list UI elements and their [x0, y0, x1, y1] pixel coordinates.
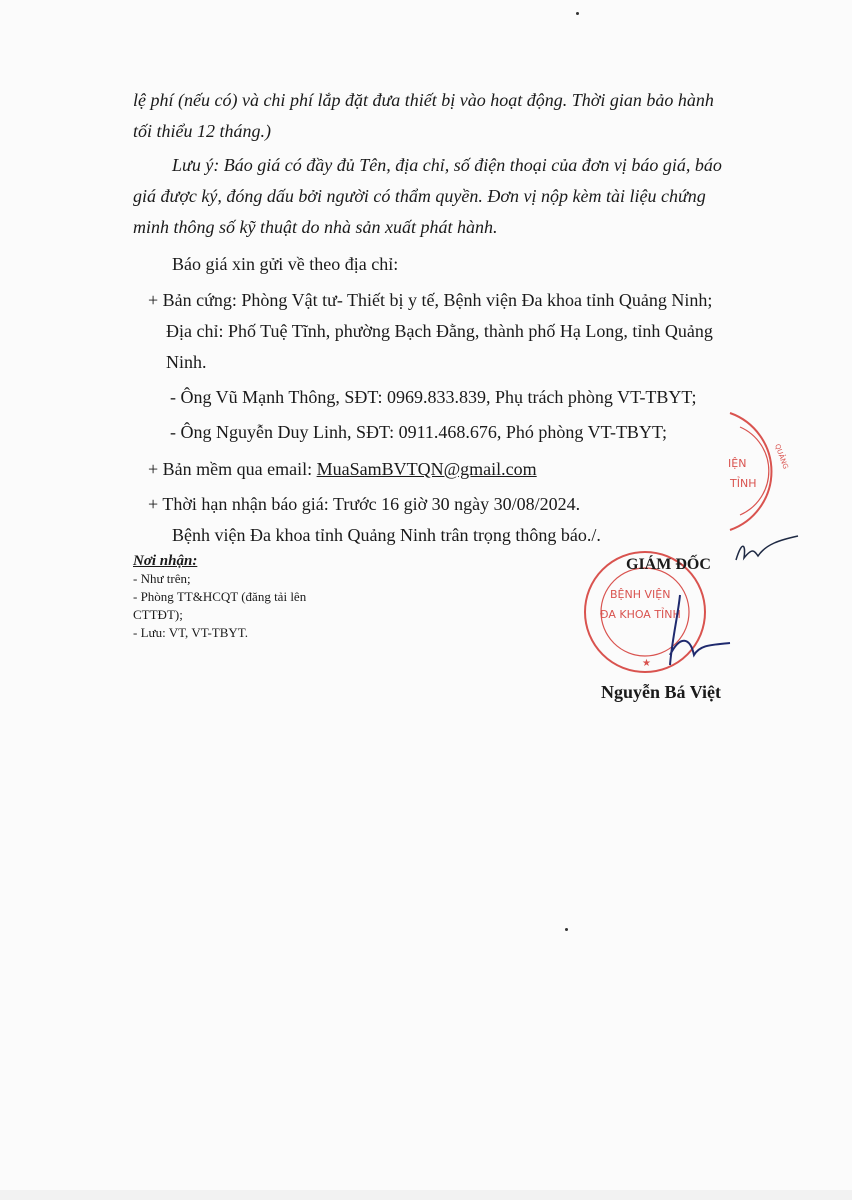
scan-bottom-edge: [0, 1190, 852, 1200]
scan-speck: [576, 12, 579, 15]
signature-initials: [732, 530, 802, 570]
stamp-line-2: ĐA KHOA TỈNH: [600, 608, 681, 621]
recipient-item: - Phòng TT&HCQT (đăng tải lên: [133, 589, 307, 604]
note-line-3: minh thông số kỹ thuật do nhà sản xuất phát hành.: [133, 217, 498, 237]
recipients-title: Nơi nhận:: [133, 553, 198, 569]
recipient-item: - Lưu: VT, VT-TBYT.: [133, 625, 249, 640]
contact-1: - Ông Vũ Mạnh Thông, SĐT: 0969.833.839, Phụ trách phòng VT-TBYT;: [170, 387, 697, 407]
recipient-item: - Như trên;: [133, 571, 191, 586]
signer-name: Nguyễn Bá Việt: [601, 682, 722, 702]
handwritten-signature: [650, 585, 740, 675]
note-line-2: giá được ký, đóng dấu bởi người có thẩm quyền. Đơn vị nộp kèm tài liệu chứng: [133, 186, 706, 206]
partial-stamp-seal: [700, 405, 800, 535]
scan-speck: [565, 928, 568, 931]
note-line-1: Lưu ý: Báo giá có đầy đủ Tên, địa chỉ, số điện thoại của đơn vị báo giá, báo: [172, 155, 722, 175]
deadline-line: + Thời hạn nhận báo giá: Trước 16 giờ 30 ngày 30/08/2024.: [148, 494, 581, 514]
contact-2: - Ông Nguyễn Duy Linh, SĐT: 0911.468.676, Phó phòng VT-TBYT;: [170, 422, 667, 442]
signer-title: GIÁM ĐỐC: [626, 556, 711, 573]
svg-text:IỆN: IỆN: [728, 457, 747, 470]
email-link[interactable]: MuaSamBVTQN@gmail.com: [316, 459, 537, 479]
hardcopy-line-1: + Bản cứng: Phòng Vật tư- Thiết bị y tế, Bệnh viện Đa khoa tỉnh Quảng Ninh;: [148, 290, 713, 310]
softcopy-line: [148, 454, 537, 485]
svg-text:QUẢNG: QUẢNG: [773, 442, 790, 471]
recipient-item: CTTĐT);: [133, 607, 183, 622]
stamp-line-1: BỆNH VIỆN: [610, 588, 671, 601]
body-line-2: tối thiểu 12 tháng.): [133, 121, 271, 141]
send-to-line: Báo giá xin gửi về theo địa chỉ:: [172, 254, 399, 274]
svg-text:TỈNH: TỈNH: [730, 477, 757, 490]
svg-text:★: ★: [642, 658, 651, 669]
recipients-block: [133, 552, 373, 642]
hardcopy-line-2: Địa chỉ: Phố Tuệ Tĩnh, phường Bạch Đằng, thành phố Hạ Long, tỉnh Quảng: [166, 321, 713, 341]
body-line-1: lệ phí (nếu có) và chi phí lắp đặt đưa thiết bị vào hoạt động. Thời gian bảo hành: [133, 90, 714, 110]
softcopy-prefix: + Bản mềm qua email:: [148, 459, 317, 479]
hardcopy-line-3: Ninh.: [166, 352, 207, 372]
closing-line: Bệnh viện Đa khoa tỉnh Quảng Ninh trân trọng thông báo./.: [172, 525, 601, 545]
